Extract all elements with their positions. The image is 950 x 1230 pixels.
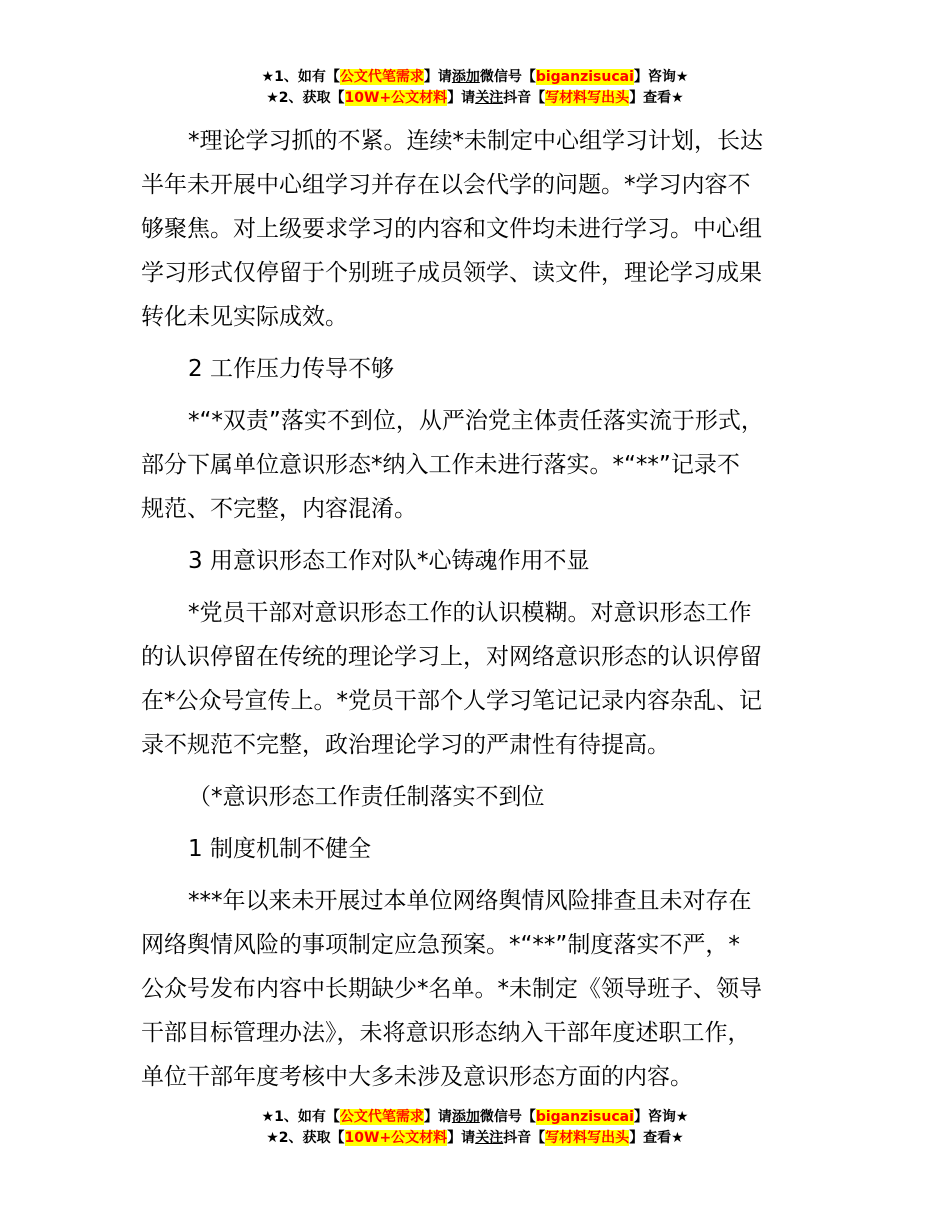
promo-text: ★1、如有【 bbox=[261, 69, 340, 85]
promo-highlight: 10W+公文材料 bbox=[344, 90, 448, 106]
body-line: 单位干部年度考核中大多未涉及意识形态方面的内容。 bbox=[141, 1064, 693, 1090]
promo-text: 】咨询★ bbox=[633, 1109, 689, 1125]
promo-text: 】请 bbox=[447, 1130, 476, 1146]
body-line: 半年未开展中心组学习并存在以会代学的问题。*学习内容不 bbox=[141, 172, 751, 198]
body-line: *“*双责”落实不到位，从严治党主体责任落实流于形式， bbox=[188, 408, 764, 434]
promo-underline: 关注 bbox=[475, 1130, 504, 1146]
promo-underline: 添加 bbox=[451, 69, 480, 85]
promo-line-2 bbox=[0, 88, 950, 109]
promo-line-1 bbox=[0, 1107, 950, 1128]
body-line: 录不规范不完整，政治理论学习的严肃性有待提高。 bbox=[141, 732, 670, 758]
promo-highlight: 写材料写出头 bbox=[545, 1130, 630, 1146]
body-line: 的认识停留在传统的理论学习上，对网络意识形态的认识停留 bbox=[141, 644, 762, 670]
promo-text: 】请 bbox=[423, 69, 452, 85]
body-line: 在*公众号宣传上。*党员干部个人学习笔记记录内容杂乱、记 bbox=[141, 688, 762, 714]
section-heading: 3 用意识形态工作对队*心铸魂作用不显 bbox=[188, 548, 590, 574]
promo-highlight: 10W+公文材料 bbox=[344, 1130, 448, 1146]
promo-text: 抖音【 bbox=[503, 90, 546, 106]
promo-text: 微信号【 bbox=[479, 69, 536, 85]
promo-line-1 bbox=[0, 67, 950, 88]
body-line: ***年以来未开展过本单位网络舆情风险排查且未对存在 bbox=[188, 888, 752, 914]
promo-highlight: biganzisucai bbox=[535, 1109, 634, 1125]
promo-text: 微信号【 bbox=[479, 1109, 536, 1125]
body-line: 网络舆情风险的事项制定应急预案。*“**”制度落实不严，* bbox=[141, 932, 740, 958]
body-line: 干部目标管理办法》，未将意识形态纳入干部年度述职工作， bbox=[141, 1020, 751, 1046]
promo-text: 】请 bbox=[447, 90, 476, 106]
promo-highlight: 公文代笔需求 bbox=[339, 1109, 424, 1125]
body-line: *理论学习抓的不紧。连续*未制定中心组学习计划，长达 bbox=[188, 128, 763, 154]
body-line: 够聚焦。对上级要求学习的内容和文件均未进行学习。中心组 bbox=[141, 216, 762, 242]
promo-underline: 添加 bbox=[451, 1109, 480, 1125]
promo-text: 】查看★ bbox=[629, 90, 684, 106]
promo-highlight: 公文代笔需求 bbox=[339, 69, 424, 85]
promo-banner-bottom bbox=[0, 1107, 950, 1149]
promo-text: 】咨询★ bbox=[633, 69, 689, 85]
body-line: 公众号发布内容中长期缺少*名单。*未制定《领导班子、领导 bbox=[141, 976, 762, 1002]
body-line: 规范、不完整，内容混淆。 bbox=[141, 496, 417, 522]
promo-text: 】请 bbox=[423, 1109, 452, 1125]
promo-underline: 关注 bbox=[475, 90, 504, 106]
promo-text: ★2、获取【 bbox=[266, 1130, 345, 1146]
promo-line-2 bbox=[0, 1128, 950, 1149]
section-heading: 2 工作压力传导不够 bbox=[188, 356, 394, 382]
body-line: *党员干部对意识形态工作的认识模糊。对意识形态工作 bbox=[188, 600, 752, 626]
body-line: 转化未见实际成效。 bbox=[141, 304, 348, 330]
body-line: 部分下属单位意识形态*纳入工作未进行落实。*“**”记录不 bbox=[141, 452, 740, 478]
promo-banner-top bbox=[0, 67, 950, 109]
promo-highlight: biganzisucai bbox=[535, 69, 634, 85]
promo-text: 抖音【 bbox=[503, 1130, 546, 1146]
promo-text: ★2、获取【 bbox=[266, 90, 345, 106]
body-line: 学习形式仅停留于个别班子成员领学、读文件，理论学习成果 bbox=[141, 260, 762, 286]
section-heading: 1 制度机制不健全 bbox=[188, 836, 371, 862]
section-heading: （*意识形态工作责任制落实不到位 bbox=[188, 784, 545, 810]
promo-text: 】查看★ bbox=[629, 1130, 684, 1146]
promo-text: ★1、如有【 bbox=[261, 1109, 340, 1125]
promo-highlight: 写材料写出头 bbox=[545, 90, 630, 106]
